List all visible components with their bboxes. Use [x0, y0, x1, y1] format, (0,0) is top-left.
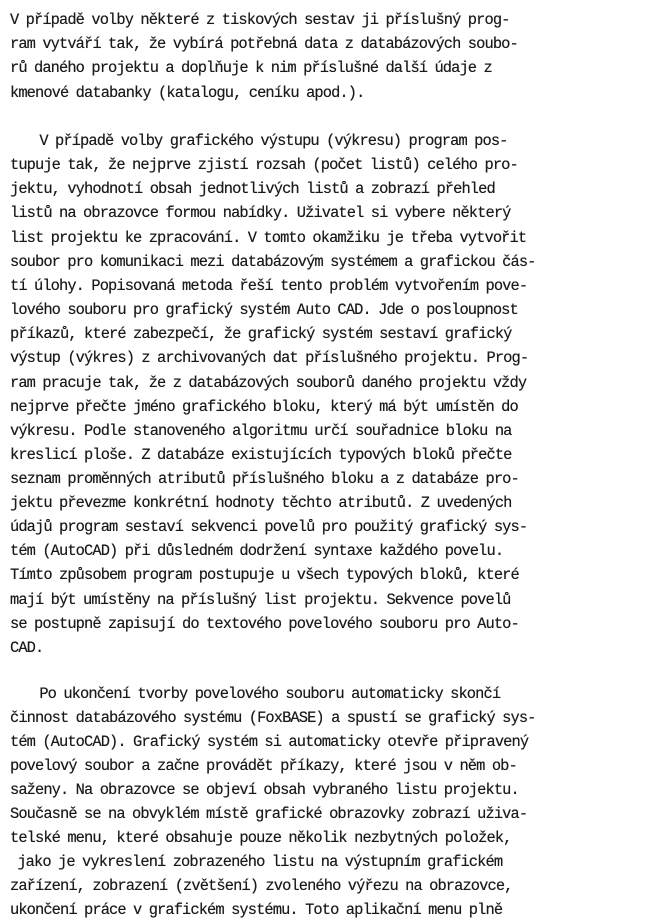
text-line: příkazů, které zabezpečí, že grafický systém sestaví grafický — [10, 325, 512, 343]
text-line: mají být umístěny na příslušný list projektu. Sekvence povelů — [10, 591, 511, 609]
text-line: kmenové databanky (katalogu, ceníku apod.). — [10, 84, 365, 102]
text-line: soubor pro komunikaci mezi databázovým systémem a grafickou čás- — [10, 253, 536, 271]
text-line: Současně se na obvyklém místě grafické obrazovky zobrazí uživa- — [10, 805, 528, 823]
text-line: nejprve přečte jméno grafického bloku, který má být umístěn do — [10, 398, 518, 416]
text-line: ram vytváří tak, že vybírá potřebná data z databázových soubo- — [10, 35, 518, 53]
text-line: jektu, vyhodnotí obsah jednotlivých listů a zobrazí přehled — [10, 180, 495, 198]
text-line: lového souboru pro grafický systém Auto CAD. Jde o posloupnost — [10, 301, 518, 319]
text-line: jektu převezme konkrétní hodnoty těchto atributů. Z uvedených — [10, 494, 512, 512]
text-line: zařízení, zobrazení (zvětšení) zvoleného výřezu na obrazovce, — [10, 877, 513, 895]
text-line: CAD. — [10, 639, 44, 657]
text-line: se postupně zapisují do textového povelového souboru pro Auto- — [10, 615, 519, 633]
text-line: tupuje tak, že nejprve zjistí rozsah (počet listů) celého pro- — [10, 156, 518, 174]
text-line: ukončení práce v grafickém systému. Toto aplikační menu plně — [10, 901, 503, 919]
text-line: povelový soubor a začne provádět příkazy, které jsou v něm ob- — [10, 757, 517, 775]
text-line: tí úlohy. Popisovaná metoda řeší tento problém vytvořením pove- — [10, 277, 528, 295]
text-line: rů daného projektu a doplňuje k nim příslušné další údaje z — [10, 59, 492, 77]
text-line: jako je vykreslení zobrazeného listu na výstupním grafickém — [10, 853, 503, 871]
text-line: telské menu, které obsahuje pouze několik nezbytných položek, — [10, 829, 512, 847]
text-line: V případě volby některé z tiskových sestav ji příslušný prog- — [10, 11, 510, 29]
text-line: list projektu ke zpracování. V tomto okamžiku je třeba vytvořit — [10, 229, 527, 247]
text-line: Tímto způsobem program postupuje u všech typových bloků, které — [10, 566, 519, 584]
text-line: údajů program sestaví sekvenci povelů pro použitý grafický sys- — [10, 518, 528, 536]
text-line: ram pracuje tak, že z databázových souborů daného projektu vždy — [10, 374, 527, 392]
text-line: činnost databázového systému (FoxBASE) a spustí se grafický sys- — [10, 709, 536, 727]
text-line: kreslicí ploše. Z databáze existujících typových bloků přečte — [10, 446, 512, 464]
text-line: výkresu. Podle stanoveného algoritmu určí souřadnice bloku na — [10, 422, 512, 440]
text-line: V případě volby grafického výstupu (výkresu) program pos- — [10, 132, 508, 150]
text-line: saženy. Na obrazovce se objeví obsah vybraného listu projektu. — [10, 781, 519, 799]
text-line: seznam proměnných atributů příslušného bloku a z databáze pro- — [10, 470, 519, 488]
text-line: listů na obrazovce formou nabídky. Uživatel si vybere některý — [10, 204, 511, 222]
text-line: tém (AutoCAD). Grafický systém si automaticky otevře připravený — [10, 733, 529, 751]
text-line: tém (AutoCAD) při důsledném dodržení syntaxe každého povelu. — [10, 542, 504, 560]
text-line: Po ukončení tvorby povelového souboru automaticky skončí — [10, 685, 501, 703]
text-line: výstup (výkres) z archivovaných dat příslušného projektu. Prog- — [10, 349, 529, 367]
